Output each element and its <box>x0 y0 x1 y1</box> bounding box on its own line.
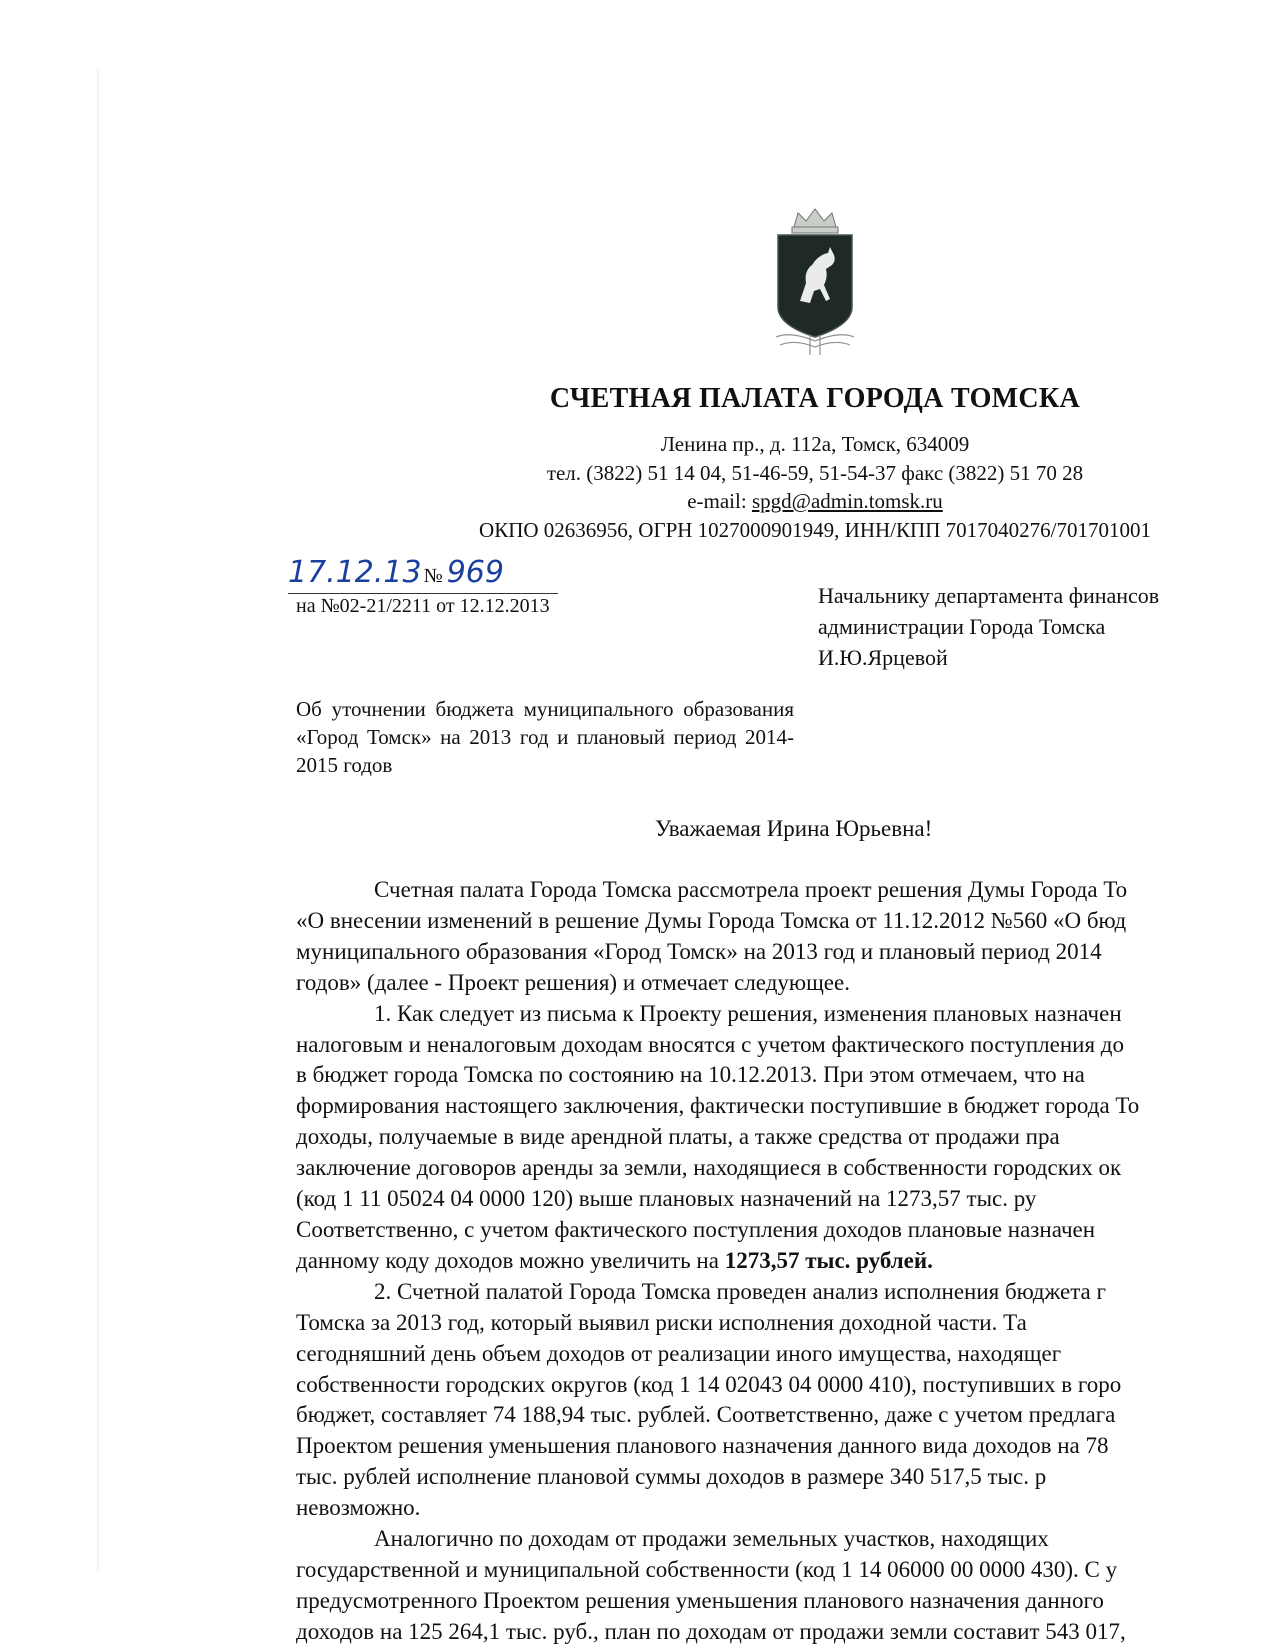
body-line: в бюджет города Томска по состоянию на 10.12.2013. При этом отмечаем, что на <box>296 1062 1085 1088</box>
letter-subject: Об уточнении бюджета муниципального образования «Город Томск» на 2013 год и плановый период 2014-2015 годов <box>296 697 794 777</box>
body-line: доходы, получаемые в виде арендной платы, а также средства от продажи пра <box>296 1124 1060 1150</box>
body-line: Проектом решения уменьшения планового назначения данного вида доходов на 78 <box>296 1433 1109 1459</box>
body-line: сегодняшний день объем доходов от реализации иного имущества, находящег <box>296 1340 1062 1366</box>
outgoing-number-field <box>288 553 558 594</box>
addressee-line-2: администрации Города Томска <box>818 614 1106 639</box>
body-line: налоговым и неналоговым доходам вносятся с учетом фактического поступления до <box>296 1031 1124 1057</box>
body-line: доходов на 125 264,1 тыс. руб., план по доходам от продажи земли составит 543 017, <box>296 1618 1126 1644</box>
body-line-with-bold <box>296 1246 1275 1277</box>
body-line: 2. Счетной палатой Города Томска проведен анализ исполнения бюджета г <box>374 1278 1106 1304</box>
body-line: муниципального образования «Город Томск» на 2013 год и плановый период 2014 <box>296 938 1102 964</box>
address-line: Ленина пр., д. 112а, Томск, 634009 <box>660 432 970 456</box>
email-label: e-mail: <box>687 489 752 513</box>
body-line: бюджет, составляет 74 188,94 тыс. рублей. Соответственно, даже с учетом предлага <box>296 1402 1116 1428</box>
body-line: Аналогично по доходам от продажи земельных участков, находящих <box>374 1526 1049 1552</box>
registry-line: ОКПО 02636956, ОГРН 1027000901949, ИНН/КПП 7017040276/701701001 <box>479 518 1151 542</box>
greeting: Уважаемая Ирина Юрьевна! <box>655 816 933 841</box>
body-line: Соответственно, с учетом фактического поступления доходов плановые назначен <box>296 1216 1096 1242</box>
page-edge <box>97 70 99 1570</box>
body-line: тыс. рублей исполнение плановой суммы доходов в размере 340 517,5 тыс. р <box>296 1464 1047 1490</box>
email-line <box>380 489 1250 514</box>
body-line: (код 1 11 05024 04 0000 120) выше плановых назначений на 1273,57 тыс. ру <box>296 1186 1037 1212</box>
addressee-line-3: И.Ю.Ярцевой <box>818 645 948 670</box>
body-line: 1. Как следует из письма к Проекту решения, изменения плановых назначен <box>374 1000 1122 1026</box>
outgoing-number: 969 <box>446 555 504 590</box>
body-line-prefix: данному коду доходов можно увеличить на <box>296 1247 725 1273</box>
email-link[interactable]: spgd@admin.tomsk.ru <box>751 489 943 513</box>
body-line: собственности городских округов (код 1 14 02043 04 0000 410), поступивших в горо <box>296 1371 1122 1397</box>
phone-line: тел. (3822) 51 14 04, 51-46-59, 51-54-37 факс (3822) 51 70 28 <box>546 461 1084 485</box>
body-line: государственной и муниципальной собственности (код 1 14 06000 00 0000 430). С у <box>296 1556 1118 1582</box>
addressee-line-1: Начальнику департамента финансов <box>818 583 1160 608</box>
tomsk-coat-of-arms <box>770 205 860 357</box>
addressee-block <box>818 580 1159 673</box>
body-line: Счетная палата Города Томска рассмотрела проект решения Думы Города То <box>374 877 1128 902</box>
organization-name: СЧЕТНАЯ ПАЛАТА ГОРОДА ТОМСКА <box>549 383 1081 414</box>
body-line: заключение договоров аренды за земли, находящиеся в собственности городских ок <box>296 1155 1122 1181</box>
body-line: формирования настоящего заключения, фактически поступившие в бюджет города То <box>296 1093 1140 1119</box>
number-sign: № <box>423 565 443 587</box>
bold-amount: 1273,57 тыс. рублей. <box>724 1247 933 1273</box>
letter-body <box>296 875 1275 1650</box>
outgoing-date: 17.12.13 <box>288 555 422 590</box>
body-line: Томска за 2013 год, который выявил риски исполнения доходной части. Та <box>296 1309 1027 1335</box>
body-line: «О внесении изменений в решение Думы Города Томска от 11.12.2012 №560 «О бюд <box>296 907 1127 933</box>
reference-line: на №02-21/2211 от 12.12.2013 <box>296 595 550 617</box>
body-line: невозможно. <box>296 1495 421 1521</box>
body-line: годов» (далее - Проект решения) и отмечает следующее. <box>296 969 850 995</box>
body-line: предусмотренного Проектом решения уменьшения планового назначения данного <box>296 1587 1104 1613</box>
